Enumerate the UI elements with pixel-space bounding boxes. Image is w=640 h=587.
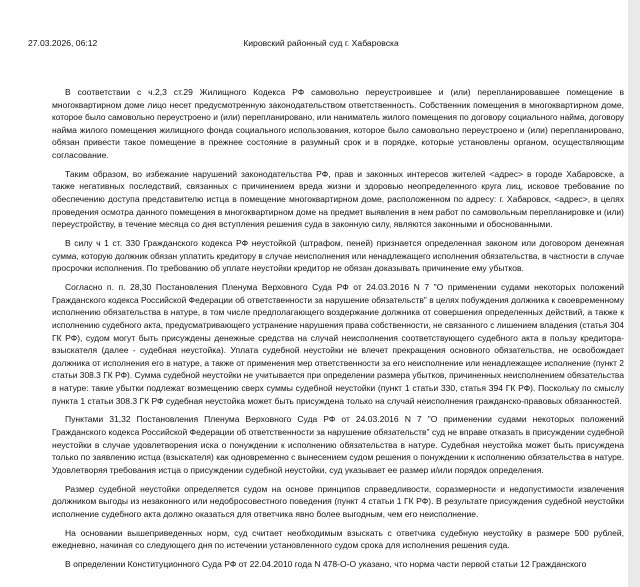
paragraph [52,413,624,476]
document-body [52,86,624,577]
paragraph-line: взыскателя (далее - судебная неустойка). Уплата судебной неустойки не влечет прекращения основного обязательства, не освобождает [52,345,624,356]
paragraph [52,527,624,552]
court-name: Кировский районный суд г. Хабаровска [243,38,399,48]
paragraph-line: согласование. [52,149,109,160]
paragraph-line: исполнению обязательства в натуре, в том числе предполагающего воздержание должника от совершения определенных действий, а также к [52,307,624,318]
paragraph-line: обеспечению доступа представителю истца в помещение многоквартирном доме, расположенном по адресу: г. Хабаровск, <адрес>, в целях [52,194,624,205]
paragraph-line: исполнению судебного акта, предусматривающего устранение нарушения права собственности, не связанного с лишением владения (статья 304 [52,319,624,330]
paragraph [52,558,624,571]
paragraph-line: переустройству, в течение месяца со дня вступления решения суда в законную силу, являются законными и обоснованными. [52,219,553,230]
paragraph-line: только по заявлению истца (взыскателя) как одновременно с вынесением судом решения о понуждении к исполнению обязательства в натуре. [52,452,624,463]
paragraph-line: просрочки исполнения. По требованию об уплате неустойки кредитор не обязан доказывать причинение ему убытков. [52,263,524,274]
paragraph-line: исполнение судебного акта должно оказаться для ответчика явно более выгодным, чем его неисполнение. [52,508,479,519]
paragraph-line: Гражданского кодекса Российской Федерации об ответственности за нарушение обязательств" в целях побуждения должника к своевременному [52,294,624,305]
paragraph-line: проведения осмотра данного помещения в многоквартирном доме на предмет выявления в нем работ по самовольным перепланировке и (или) [52,206,624,217]
viewer-gutter [628,0,640,587]
paragraph-line: Пунктами 31,32 Постановления Пленума Верховного Суда РФ от 24.03.2016 N 7 "О применении судами некоторых положений [65,414,624,425]
paragraph-line: Согласно п. п. 28,30 Постановления Пленума Верховного Суда РФ от 24.03.2016 N 7 "О применении судами некоторых положений [65,282,624,293]
paragraph-line: ГК РФ), судом могут быть присуждены денежные средства на случай неисполнения соответствующего судебного акта в пользу кредитора- [52,332,624,343]
paragraph [52,281,624,407]
paragraph-line: Размер судебной неустойки определяется судом на основе принципов справедливости, соразмерности и недопустимости извлечения [65,483,624,494]
paragraph-line: также негативных последствий, связанных с причинением вреда жизни и здоровью неопределенного круга лиц, исковое требование по [52,181,624,192]
paragraph-line: В силу ч 1 ст. 330 Гражданского кодекса РФ неустойкой (штрафом, пеней) признается определенная законом или договором денежная [65,238,624,249]
paragraph-line: пункта 1 статьи 308.3 ГК РФ судебная неустойка может быть присуждена только на случай неисполнения гражданско-правовых обязанностей. [52,395,622,406]
page-header [28,37,614,49]
paragraph [52,86,624,162]
paragraph-line: В соответствии с ч.2,3 ст.29 Жилищного Кодекса РФ самовольно переустроившее и (или) перепланировавшее помещение в [65,87,624,97]
paragraph [52,483,624,521]
paragraph-line: ежедневно, начиная со следующего дня по истечении установленного судом срока для исполнения решения суда. [52,540,510,551]
paragraph-line: должника от исполнения его в натуре, а также от применения мер ответственности за его неисполнение или ненадлежащее исполнение (пункт 2 [52,357,624,368]
paragraph-line: статьи 308.3 ГК РФ). Сумма судебной неустойки не учитывается при определении размера убытков, причиненных неисполнением обязательства [52,370,624,381]
paragraph-line: На основании вышеприведенных норм, суд считает необходимым взыскать с ответчика судебную неустойку в размере 500 рублей, [65,527,624,538]
paragraph [52,237,624,275]
paragraph-line: Таким образом, во избежание нарушений законодательства РФ, прав и законных интересов жителей <адрес> в городе Хабаровске, а [65,168,624,179]
paragraph-line: Гражданского кодекса Российской Федерации об ответственности за нарушение обязательств" суд не вправе отказать в присуждении судебной [52,427,624,438]
paragraph-line: Удовлетворяя требования истца о присуждении судебной неустойки, суд указывает ее размер и/или порядок определения. [52,464,544,475]
paragraph-line: неустойки в случае удовлетворения иска о понуждении к исполнению обязательства в натуре. Судебная неустойка может быть присуждена [52,439,624,450]
paragraph-line: В определении Конституционного Суда РФ от 22.04.2010 года N 478-О-О указано, что норма части первой статьи 12 Гражданского [65,559,587,570]
paragraph-line: которое было самовольно переустроено и (или) перепланировано, или наниматель жилого помещения по договору социального найма, договору [52,112,624,123]
paragraph [52,168,624,231]
paragraph-line: должником выгоды из незаконного или недобросовестного поведения (пункт 4 статьи 1 ГК РФ). В результате присуждения судебной неустойки [52,496,624,507]
paragraph-line: найма жилого помещения жилищного фонда социального использования, которое было самовольно переустроено и (или) перепланировано, [52,124,624,135]
paragraph-line: обязан привести такое помещение в прежнее состояние в разумный срок и в порядке, которые установлены органом, осуществляющим [52,137,624,148]
print-date: 27.03.2026, 06:12 [28,38,98,48]
paragraph-line: в натуре: такие убытки подлежат возмещению сверх суммы судебной неустойки (пункт 1 статьи 330, статья 394 ГК РФ). Поскольку по смыслу [52,382,624,393]
paragraph-line: сумма, которую должник обязан уплатить кредитору в случае неисполнения или ненадлежащего исполнения обязательства, в частности в случае [52,250,624,261]
paragraph-line: многоквартирном доме лицо несет предусмотренную законодательством ответственность. Собственник помещения в многоквартирном доме, [52,99,624,110]
